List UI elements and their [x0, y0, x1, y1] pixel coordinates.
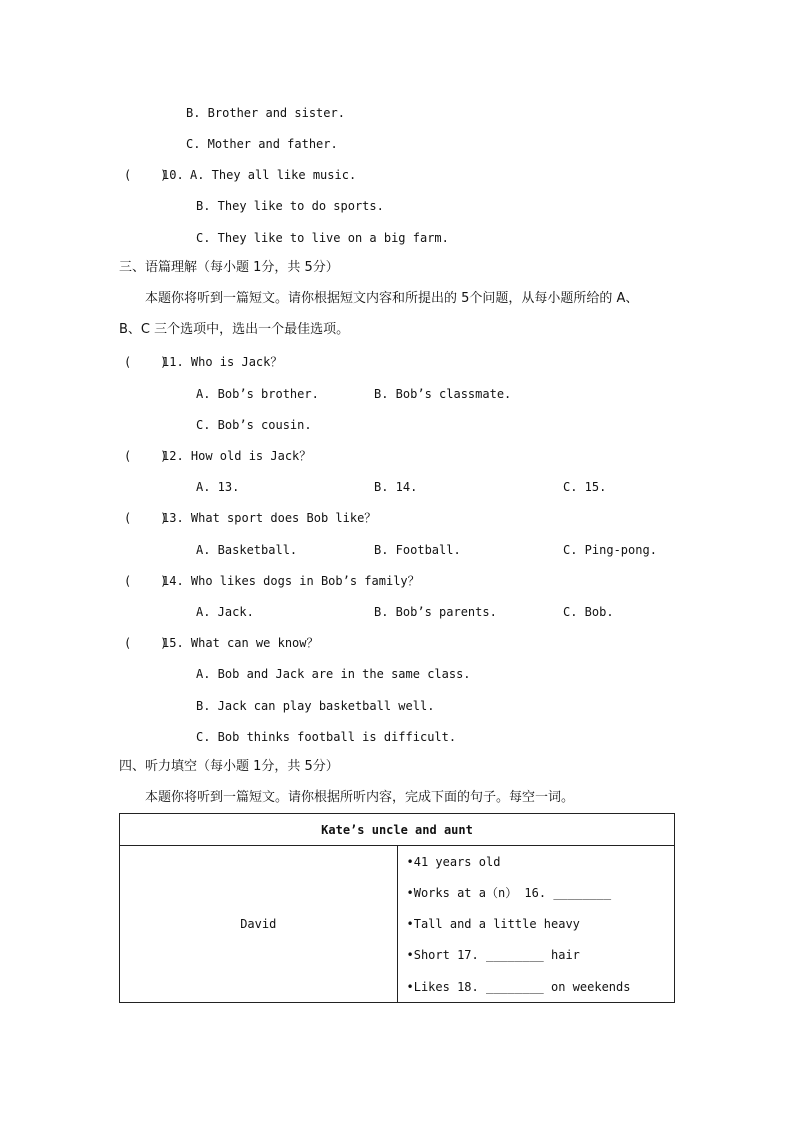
q14-answer-blank: ( ): [124, 574, 168, 588]
detail-weekends-blank-18: •Likes 18. ________ on weekends: [406, 980, 631, 994]
kate-relatives-table: [119, 813, 675, 1003]
q12-option-b: B. 14.: [374, 480, 418, 494]
section3-instruction-line2: B、C 三个选项中，选出一个最佳选项。: [119, 322, 350, 337]
q13-answer-blank: ( ): [124, 511, 168, 525]
q15-answer-blank: ( ): [124, 636, 168, 650]
detail-hair-blank-17: •Short 17. ________ hair: [406, 948, 580, 962]
person-name-cell: David: [120, 846, 398, 1003]
person-details-cell: [397, 846, 675, 1003]
q10-option-c: C. They like to live on a big farm.: [196, 231, 449, 245]
q14-option-b: B. Bob’s parents.: [374, 605, 497, 619]
q13-option-a: A. Basketball.: [196, 543, 298, 557]
detail-build: •Tall and a little heavy: [406, 917, 580, 931]
q12-option-c: C. 15.: [563, 480, 607, 494]
q11-option-a: A. Bob’s brother.: [196, 387, 319, 401]
q11-answer-blank: ( ): [124, 355, 168, 369]
q11-stem: 11. Who is Jack？: [162, 355, 283, 369]
q13-option-b: B. Football.: [374, 543, 461, 557]
q14-option-a: A. Jack.: [196, 605, 254, 619]
q13-stem: 13. What sport does Bob like？: [162, 511, 377, 525]
section4-instruction: 本题你将听到一篇短文。请你根据所听内容，完成下面的句子。每空一词。: [145, 790, 575, 805]
q11-option-b: B. Bob’s classmate.: [374, 387, 512, 401]
detail-age: •41 years old: [406, 855, 501, 869]
q10-answer-blank: ( ): [124, 168, 168, 182]
q15-stem: 15. What can we know？: [162, 636, 319, 650]
q10-option-a: A. They all like music.: [190, 168, 357, 182]
q11-option-c: C. Bob’s cousin.: [196, 418, 312, 432]
q13-option-c: C. Ping-pong.: [563, 543, 657, 557]
section3-instruction-line1: 本题你将听到一篇短文。请你根据短文内容和所提出的 5个问题，从每小题所给的 A、: [145, 291, 639, 306]
q9-option-b: B. Brother and sister.: [186, 106, 345, 120]
q12-answer-blank: ( ): [124, 449, 168, 463]
section4-heading: 四、听力填空（每小题 1分，共 5分）: [119, 759, 339, 774]
q14-option-c: C. Bob.: [563, 605, 614, 619]
table-title: Kate’s uncle and aunt: [120, 814, 675, 846]
q12-stem: 12. How old is Jack？: [162, 449, 312, 463]
q10-number: 10.: [162, 168, 184, 182]
detail-workplace-blank-16: •Works at a（n） 16. ________: [406, 886, 612, 900]
q12-option-a: A. 13.: [196, 480, 240, 494]
q15-option-b: B. Jack can play basketball well.: [196, 699, 435, 713]
q15-option-a: A. Bob and Jack are in the same class.: [196, 667, 471, 681]
q15-option-c: C. Bob thinks football is difficult.: [196, 730, 457, 744]
section3-heading: 三、语篇理解（每小题 1分，共 5分）: [119, 260, 339, 275]
q10-option-b: B. They like to do sports.: [196, 199, 384, 213]
q9-option-c: C. Mother and father.: [186, 137, 338, 151]
q14-stem: 14. Who likes dogs in Bob’s family？: [162, 574, 420, 588]
